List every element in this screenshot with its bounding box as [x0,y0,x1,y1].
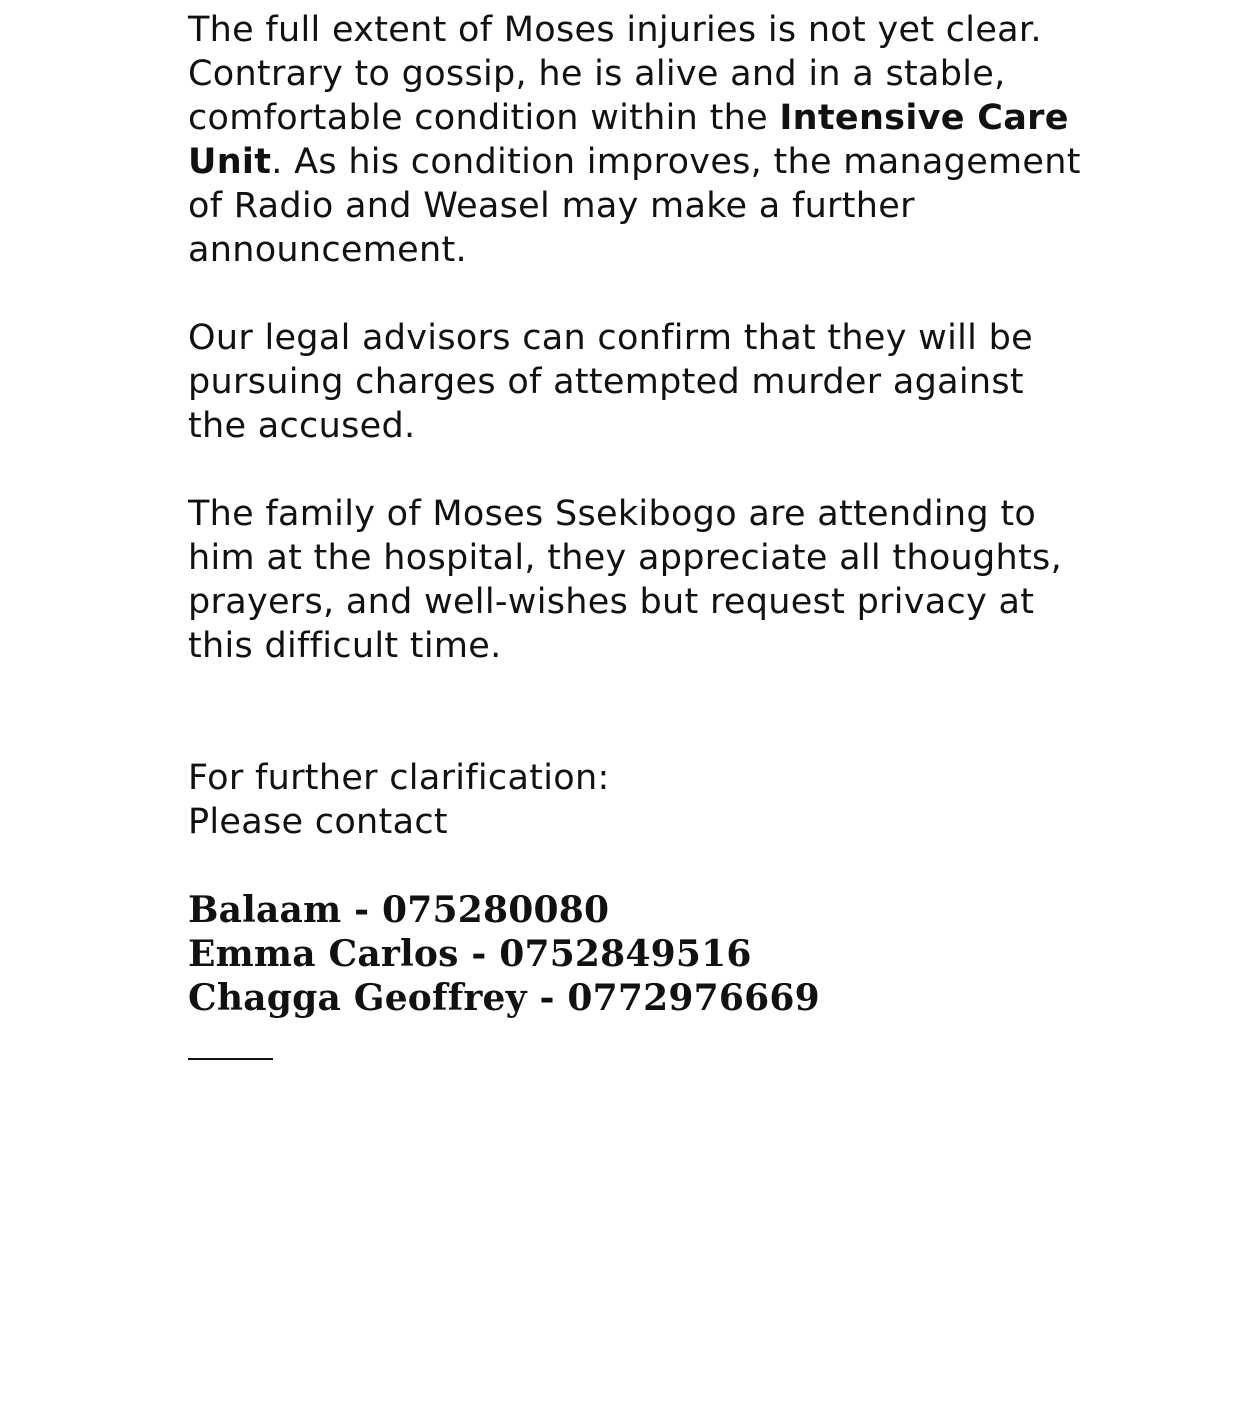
legal-advisors-paragraph: Our legal advisors can confirm that they will be pursuing charges of attempted murder against the accused. [188,318,1033,446]
contact-heading-line-2: Please contact [188,802,448,842]
press-statement [188,8,1088,1060]
injury-update-text: The full extent of Moses injuries is not yet clear. Contrary to gossip, he is alive and in a stable, comfortable condition within the [188,10,1042,138]
family-paragraph: The family of Moses Ssekibogo are attending to him at the hospital, they appreciate all thoughts, prayers, and well-wishes but request privacy at this difficult time. [188,494,1063,666]
contact-emma-carlos: Emma Carlos - 0752849516 [188,933,752,975]
section-spacer [188,668,1088,756]
contact-heading-line-1: For further clarification: [188,758,610,798]
contact-chagga-geoffrey: Chagga Geoffrey - 0772976669 [188,977,820,1019]
signature-divider [188,1058,273,1060]
contact-heading [188,756,1088,844]
contact-list [188,888,1088,1020]
intensive-care-unit-emphasis: Intensive Care Unit [188,98,1069,182]
injury-update-paragraph [188,8,1088,272]
contact-balaam: Balaam - 075280080 [188,889,610,931]
injury-update-text-continued: . As his condition improves, the management of Radio and Weasel may make a further announcement. [188,142,1081,270]
